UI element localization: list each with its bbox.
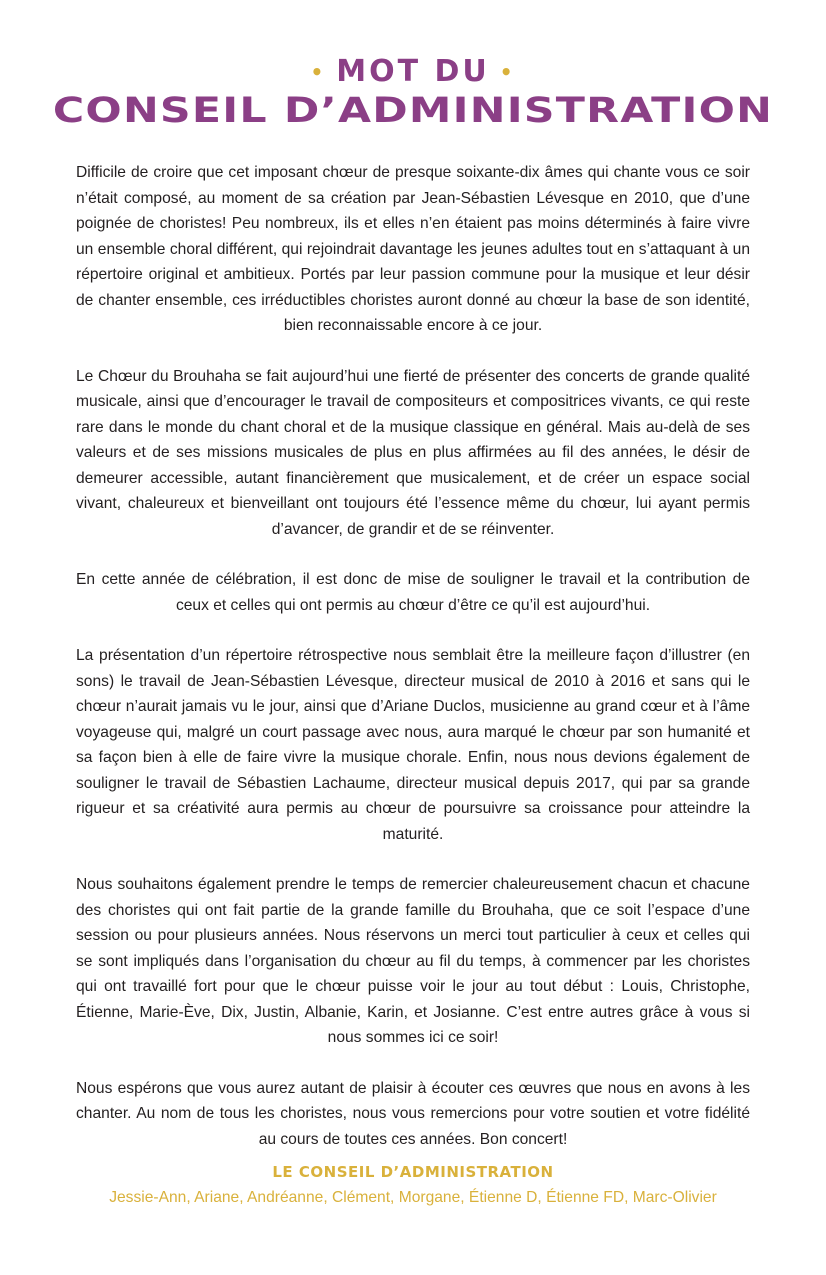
paragraph-1: Difficile de croire que cet imposant chœur de presque soixante-dix âmes qui chante vous ce soir n’était composé, au moment de sa création par Jean-Sébastien Lévesque en 2010, que d’une poignée de choristes! Peu nombreux, ils et elles n’en étaient pas moins déterminés à faire vivre un ensemble choral différent, qui rejoindrait davantage les jeunes adultes tout en s’attaquant à un répertoire original et ambitieux. Portés par leur passion commune pour la musique et leur désir de chanter ensemble, ces irréductibles choristes auront donné au chœur la base de son identité, bien reconnaissable encore à ce jour.	[76, 164, 750, 334]
right-dot-ornament: •	[499, 60, 516, 84]
title-line-1	[0, 52, 826, 92]
paragraph-4: La présentation d’un répertoire rétrospective nous semblait être la meilleure façon d’illustrer (en sons) le travail de Jean-Sébastien Lévesque, directeur musical de 2010 à 2016 et sans qui le chœur n’aurait jamais vu le jour, ainsi que d’Ariane Duclos, musicienne au grand cœur et à l’âme voyageuse qui, malgré un court passage avec nous, aura marqué le chœur par son humanité et sa façon bien à elle de faire vivre la musique chorale. Enfin, nous nous devions également de souligner le travail de Sébastien Lachaume, directeur musical depuis 2017, qui par sa grande rigueur et sa créativité aura permis au chœur de poursuivre sa croissance pour atteindre la maturité.	[76, 647, 750, 843]
title-conseil: CONSEIL D’ADMINISTRATION	[52, 91, 774, 131]
paragraph-2: Le Chœur du Brouhaha se fait aujourd’hui une fierté de présenter des concerts de grande qualité musicale, ainsi que d’encourager le travail de compositeurs et compositrices vivants, ce qui reste rare dans le monde du chant choral et de la musique classique en général. Mais au-delà de ses valeurs et de ses missions musicales de plus en plus affirmées au fil des années, le désir de demeurer accessible, autant financièrement que musicalement, et de créer un espace social vivant, chaleureux et bienveillant ont toujours été l’essence même du chœur, lui ayant permis d’avancer, de grandir et de se réinventer.	[76, 367, 750, 538]
page-title	[0, 52, 826, 132]
title-mot-du: MOT DU	[336, 54, 490, 89]
paragraph-3: En cette année de célébration, il est donc de mise de souligner le travail et la contribution de ceux et celles qui ont permis au chœur d’être ce qu’il est aujourd’hui.	[76, 571, 750, 614]
signature	[0, 1161, 826, 1210]
left-dot-ornament: •	[310, 60, 327, 84]
body-text	[76, 160, 750, 1177]
paragraph-5: Nous souhaitons également prendre le temps de remercier chaleureusement chacun et chacune des choristes qui ont fait partie de la grande famille du Brouhaha, que ce soit l’espace d’une session ou pour plusieurs années. Nous réservons un merci tout particulier à ceux et celles qui se sont impliqués dans l’organisation du chœur au fil du temps, à commencer par les choristes qui ont travaillé fort pour que le chœur puisse voir le jour au tout début : Louis, Christophe, Étienne, Marie-Ève, Dix, Justin, Albanie, Karin, et Josianne. C’est entre autres grâce à vous si nous sommes ici ce soir!	[76, 876, 750, 1046]
signature-title: LE CONSEIL D’ADMINISTRATION	[272, 1163, 554, 1181]
signature-names: Jessie-Ann, Ariane, Andréanne, Clément, Morgane, Étienne D, Étienne FD, Marc-Olivier	[109, 1189, 717, 1206]
paragraph-6: Nous espérons que vous aurez autant de plaisir à écouter ces œuvres que nous en avons à les chanter. Au nom de tous les choristes, nous vous remercions pour votre soutien et votre fidélité au cours de toutes ces années. Bon concert!	[76, 1079, 750, 1148]
